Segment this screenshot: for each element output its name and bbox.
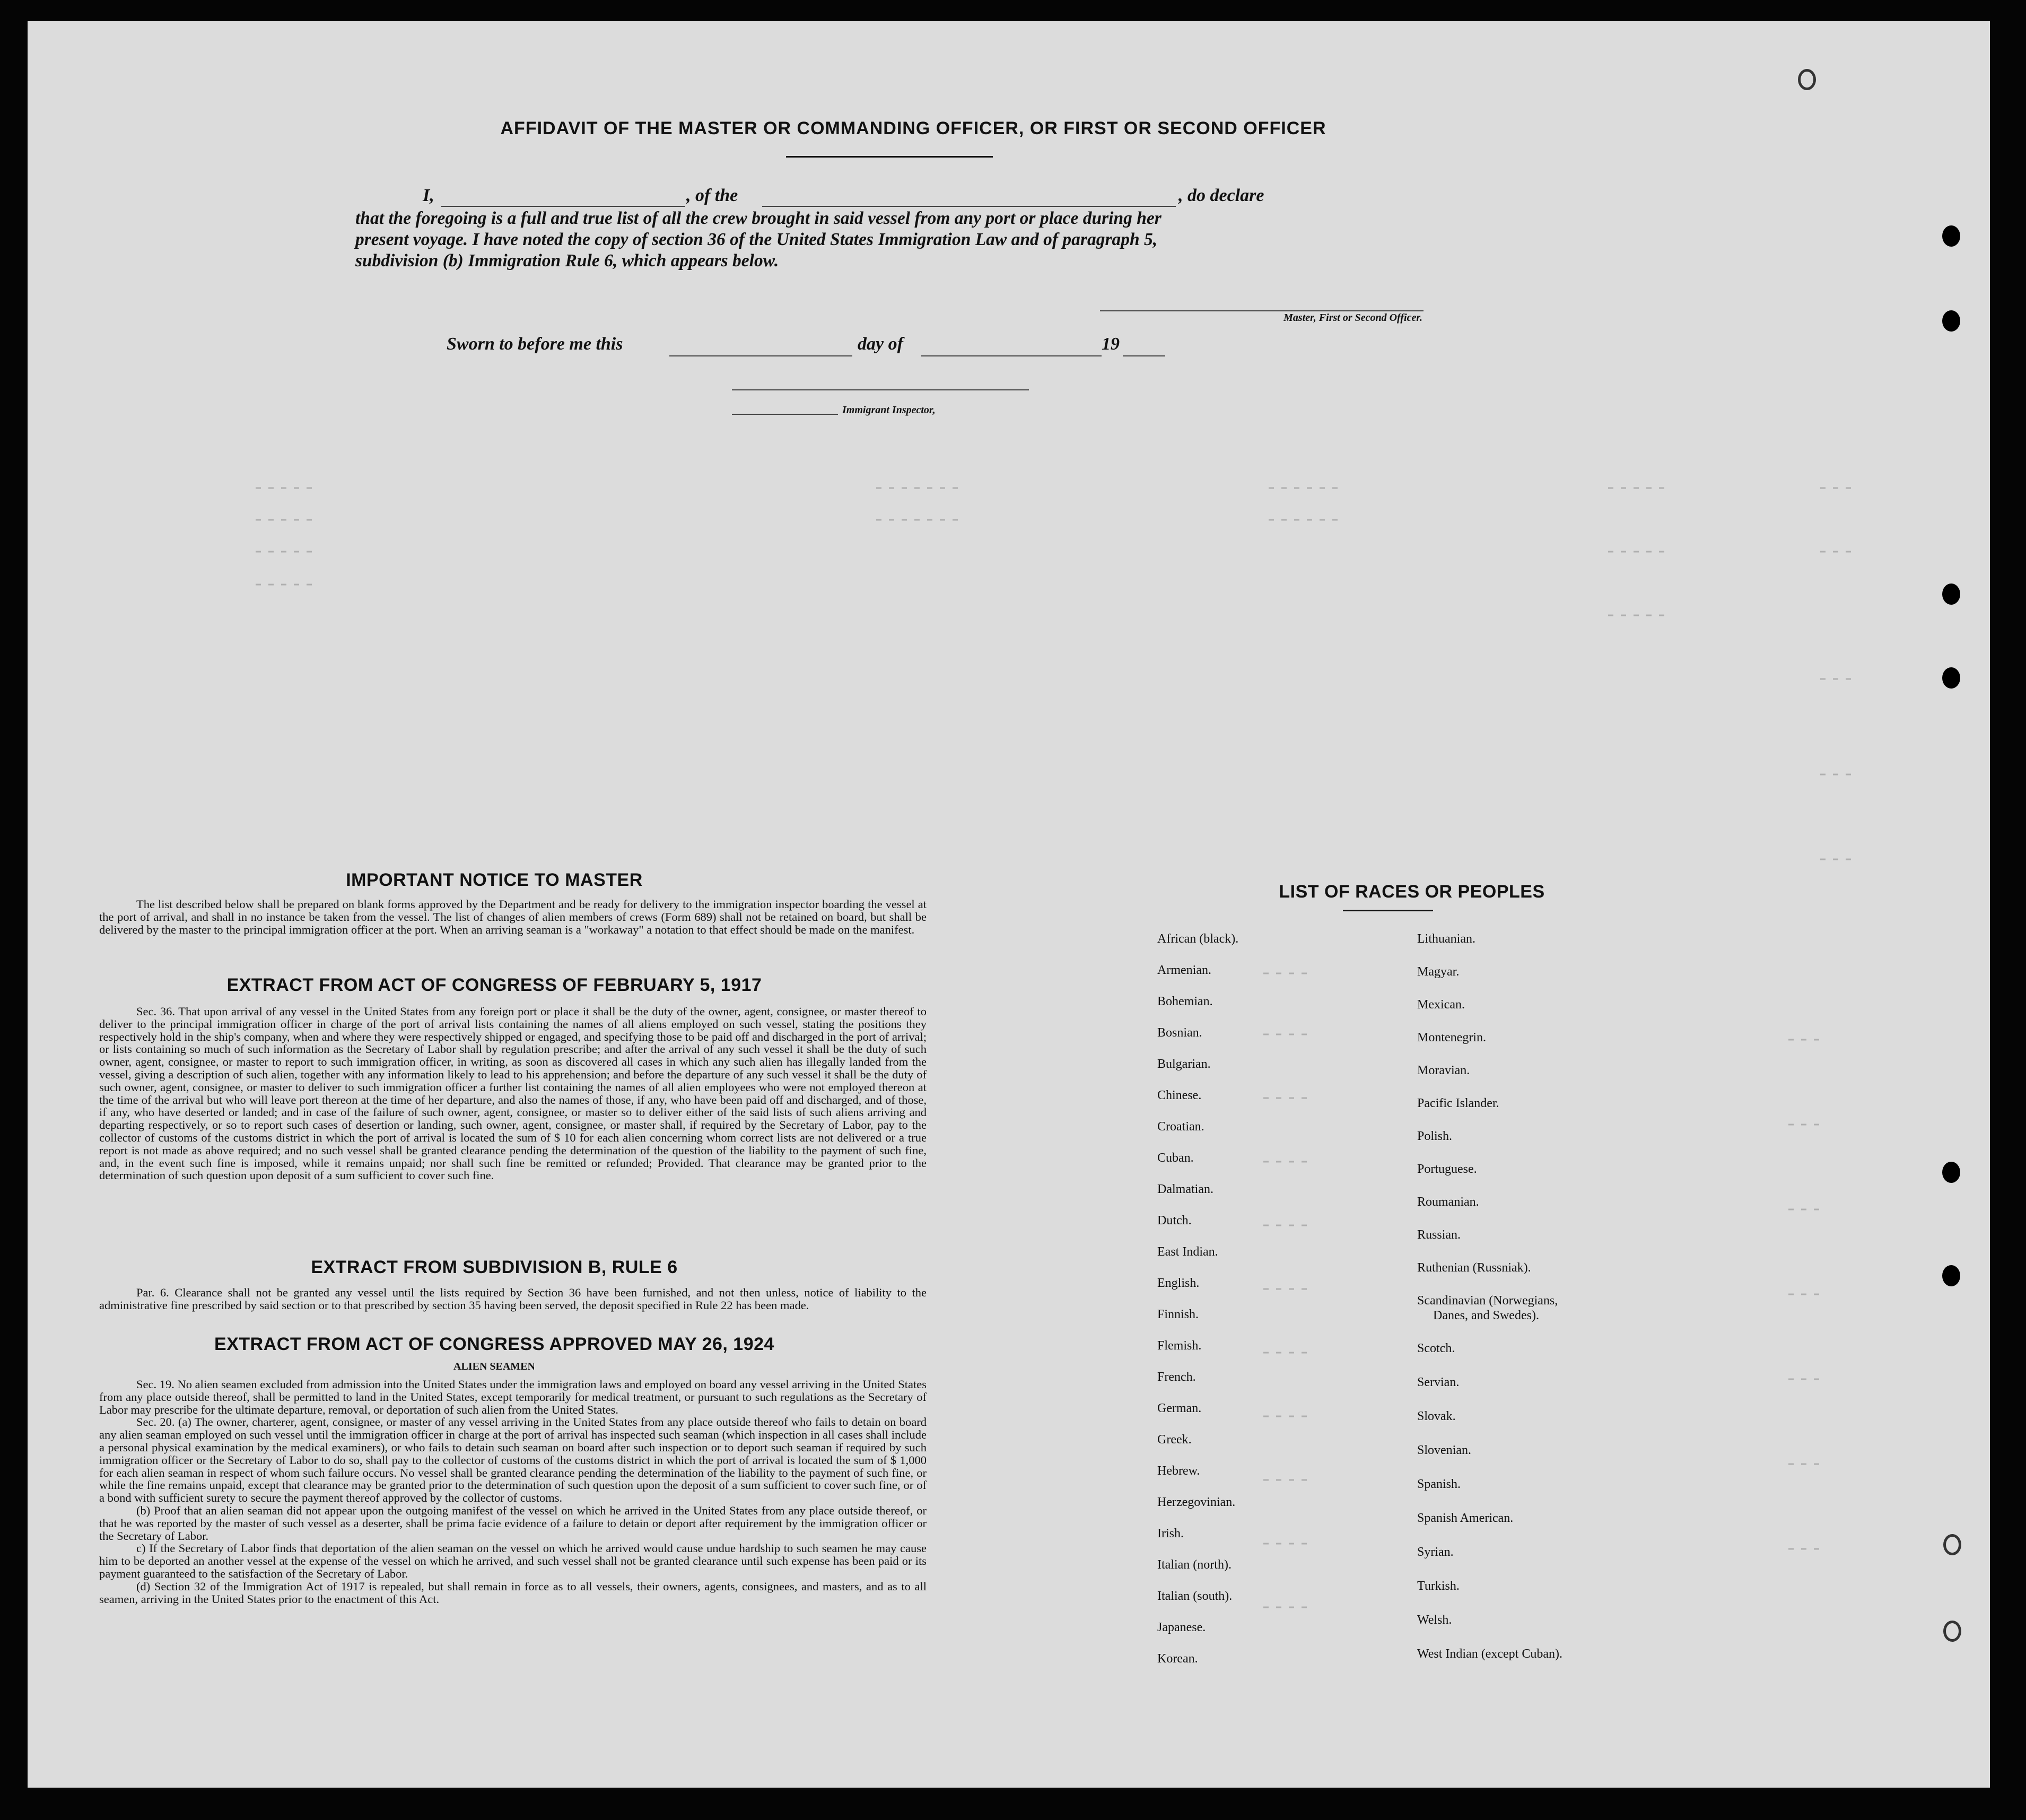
race-item: Spanish. <box>1417 1477 1461 1491</box>
race-item: Moravian. <box>1417 1064 1470 1077</box>
race-item: Bulgarian. <box>1157 1057 1211 1071</box>
race-item: Herzegovinian. <box>1157 1495 1236 1509</box>
day-of-text: day of <box>858 334 903 354</box>
extract-1924-para: Sec. 19. No alien seamen excluded from admission into the United States under the immigration laws and employed on board any vessel arriving in the United States from any place outside thereof, shall be permitted to land in the United States, except temporarily for medical treatment, or pursuant to such regulations as the Secretary of Labor may prescribe for the ultimate departure, removal, or deportation of such alien from the United States. <box>99 1378 927 1416</box>
race-item: Chinese. <box>1157 1088 1202 1102</box>
race-item: Korean. <box>1157 1652 1198 1666</box>
race-item: Slovak. <box>1417 1409 1456 1423</box>
race-item: Slovenian. <box>1417 1443 1471 1457</box>
race-item: Welsh. <box>1417 1613 1452 1627</box>
extract-1924-subheading: ALIEN SEAMEN <box>453 1361 535 1372</box>
race-item: Turkish. <box>1417 1579 1460 1593</box>
race-item: Finnish. <box>1157 1308 1199 1321</box>
race-item: Mexican. <box>1417 998 1465 1012</box>
extract-rule6-text: Par. 6. Clearance shall not be granted any vessel until the lists required by Section 36 have been furnished, and not then unless, notice of liability to the administrative fine prescribed by said section or to that prescribed by section 35 having been served, the deposit specified in Rule 22 has been made. <box>99 1286 927 1312</box>
race-item: Lithuanian. <box>1417 932 1475 946</box>
affidavit-line-3: present voyage. I have noted the copy of section 36 of the United States Immigration Law and of paragraph 5, <box>355 230 1158 249</box>
affidavit-title: AFFIDAVIT OF THE MASTER OR COMMANDING OFFICER, OR FIRST OR SECOND OFFICER <box>500 118 1326 138</box>
race-item: Polish. <box>1417 1129 1453 1143</box>
race-item: Russian. <box>1417 1228 1461 1242</box>
notice-heading: IMPORTANT NOTICE TO MASTER <box>346 870 643 890</box>
race-item: Italian (north). <box>1157 1558 1232 1572</box>
race-item: Dutch. <box>1157 1214 1192 1227</box>
race-item: African (black). <box>1157 932 1239 946</box>
race-item: Montenegrin. <box>1417 1031 1486 1044</box>
extract-1924-para: (b) Proof that an alien seaman did not appear upon the outgoing manifest of the vessel on which he arrived in the United States from any place outside thereof, or that he was reported by the master of such vessel as a deserter, shall be prima facie evidence of a failure to detain or deport after requirement by the immigration officer or the Secretary of Labor. <box>99 1503 927 1543</box>
race-item: West Indian (except Cuban). <box>1417 1647 1562 1661</box>
race-item: Croatian. <box>1157 1120 1204 1134</box>
race-item: Hebrew. <box>1157 1464 1200 1478</box>
sworn-text: Sworn to before me this <box>447 334 623 354</box>
extract-1924-para: Sec. 20. (a) The owner, charterer, agent, consignee, or master of any vessel arriving in the United States from any place outside thereof who fails to detain on board any alien seaman employed on such vessel until the immigration officer in charge at the port of arrival has inspected such seaman (which inspection in all cases shall include a personal physical examination by the medical examiners), or who fails to detain such seaman on board after such inspection or to deport such seaman if required by such immigration officer or the Secretary of Labor to do so, shall pay to the collector of customs of the customs district in which the port of arrival is located the sum of $ 1,000 for each alien seaman in respect of whom such failure occurs. No vessel shall be granted clearance pending the determination of the liability to the payment of such fine, or while the fine remains unpaid, except that clearance may be granted prior to the determination of such question upon the deposit of a sum sufficient to cover such fine, or of a bond with sufficient surety to secure the payment thereof approved by the collector of customs. <box>99 1415 927 1505</box>
race-item: Irish. <box>1157 1527 1184 1540</box>
signature-caption: Master, First or Second Officer. <box>1283 312 1422 324</box>
affidavit-i: I, <box>423 186 434 205</box>
race-item: Syrian. <box>1417 1545 1454 1559</box>
race-item: French. <box>1157 1370 1196 1384</box>
affidavit-declare: , do declare <box>1178 186 1264 205</box>
race-item-continuation: Danes, and Swedes). <box>1433 1309 1539 1322</box>
races-heading: LIST OF RACES OR PEOPLES <box>1279 882 1545 902</box>
extract-1917-heading: EXTRACT FROM ACT OF CONGRESS OF FEBRUARY 5, 1917 <box>226 975 762 995</box>
race-item: Flemish. <box>1157 1339 1202 1353</box>
race-item: Bosnian. <box>1157 1026 1202 1040</box>
race-item: Japanese. <box>1157 1621 1206 1634</box>
race-item: Dalmatian. <box>1157 1182 1213 1196</box>
affidavit-line-4: subdivision (b) Immigration Rule 6, which appears below. <box>355 251 779 271</box>
extract-rule6-heading: EXTRACT FROM SUBDIVISION B, RULE 6 <box>311 1257 678 1277</box>
race-item: Magyar. <box>1417 965 1460 979</box>
extract-1924-para: c) If the Secretary of Labor finds that deportation of the alien seaman on the vessel on which he arrived would cause undue hardship to such seamen he may cause him to be deported an another vessel at the expense of the vessel on which he arrived, and such vessel shall not be granted clearance until such expense has been paid or its payment guaranteed to the satisfaction of the Secretary of Labor. <box>99 1542 927 1580</box>
race-item: East Indian. <box>1157 1245 1218 1259</box>
inspector-caption: Immigrant Inspector, <box>842 404 936 416</box>
race-item: Cuban. <box>1157 1151 1194 1165</box>
affidavit-of-the: , of the <box>686 186 738 205</box>
race-item: Armenian. <box>1157 963 1211 977</box>
race-item: Italian (south). <box>1157 1589 1233 1603</box>
race-item: Bohemian. <box>1157 995 1213 1008</box>
extract-1924-heading: EXTRACT FROM ACT OF CONGRESS APPROVED MAY 26, 1924 <box>214 1334 774 1354</box>
document-page <box>28 21 1990 1788</box>
race-item: Portuguese. <box>1417 1162 1477 1176</box>
affidavit-line-2: that the foregoing is a full and true list of all the crew brought in said vessel from any port or place during her <box>355 208 1162 228</box>
notice-text: The list described below shall be prepared on blank forms approved by the Department and be ready for delivery to the immigration inspector boarding the vessel at the port of arrival, and shall in no instance be taken from the vessel. The list of changes of alien members of crews (Form 689) shall not be retained on board, but shall be delivered by the master to the principal immigration officer at the port. When an arriving seaman is a "workaway" a notation to that effect should be made on the manifest. <box>99 898 927 936</box>
race-item: English. <box>1157 1276 1200 1290</box>
extract-1917-text: Sec. 36. That upon arrival of any vessel in the United States from any foreign port or place it shall be the duty of the owner, agent, consignee, or master thereof to deliver to the principal immigration officer in charge of the port of arrival lists containing the names of all aliens employed on such vessel, stating the positions they respectively hold in the ship's company, when and where they were respectively shipped or engaged, and specifying those to be paid off and discharged in the port of arrival; or lists containing so much of such information as the Secretary of Labor shall by regulation prescribe; and after the arrival of any such vessel it shall be the duty of such owner, agent, consignee, or master to report to such immigration officer, in writing, as soon as discovered all cases in which any such alien has illegally landed from the vessel, giving a description of such alien, together with any information likely to lead to his apprehension; and before the departure of any such vessel it shall be the duty of such owner, agent, consignee, or master to deliver to such immigration officer a further list containing the names of all alien employees who were not employed thereon at the time of the arrival but who will leave port thereon at the time of her departure, and also the names of those, if any, who have been paid off and discharged, and of those, if any, who have deserted or landed; and in case of the failure of such owner, agent, consignee, or master so to deliver either of the said lists of such aliens arriving and departing respectively, or so to report such cases of desertion or landing, such owner, agent, consignee, or master shall, if required by the Secretary of Labor, pay to the collector of customs of the customs district in which the port of arrival is located the sum of $ 10 for each alien concerning whom correct lists are not delivered or a true report is not made as above required; and no such vessel shall be granted clearance pending the determination of the question of the liability to the payment of such fine, and, in the event such fine is imposed, while it remains unpaid; nor shall such fine be remitted or refunded; Provided. That clearance may be granted prior to the determination of such question upon deposit of a sum sufficient to cover such fine. <box>99 1005 927 1182</box>
race-item: Scotch. <box>1417 1342 1455 1355</box>
race-item: Spanish American. <box>1417 1511 1514 1525</box>
race-item: Scandinavian (Norwegians, <box>1417 1294 1558 1308</box>
race-item: Greek. <box>1157 1433 1192 1447</box>
year-text: 19 <box>1102 334 1120 354</box>
race-item: Pacific Islander. <box>1417 1096 1499 1110</box>
bleed-through-marks <box>28 21 1990 1788</box>
race-item: Roumanian. <box>1417 1195 1479 1209</box>
race-item: Ruthenian (Russniak). <box>1417 1261 1531 1275</box>
extract-1924-para: (d) Section 32 of the Immigration Act of 1917 is repealed, but shall remain in force as to all vessels, their owners, agents, consignees, and masters, and as to all seamen, arriving in the United States prior to the enactment of this Act. <box>99 1579 927 1606</box>
race-item: Servian. <box>1417 1375 1460 1389</box>
race-item: German. <box>1157 1401 1202 1415</box>
